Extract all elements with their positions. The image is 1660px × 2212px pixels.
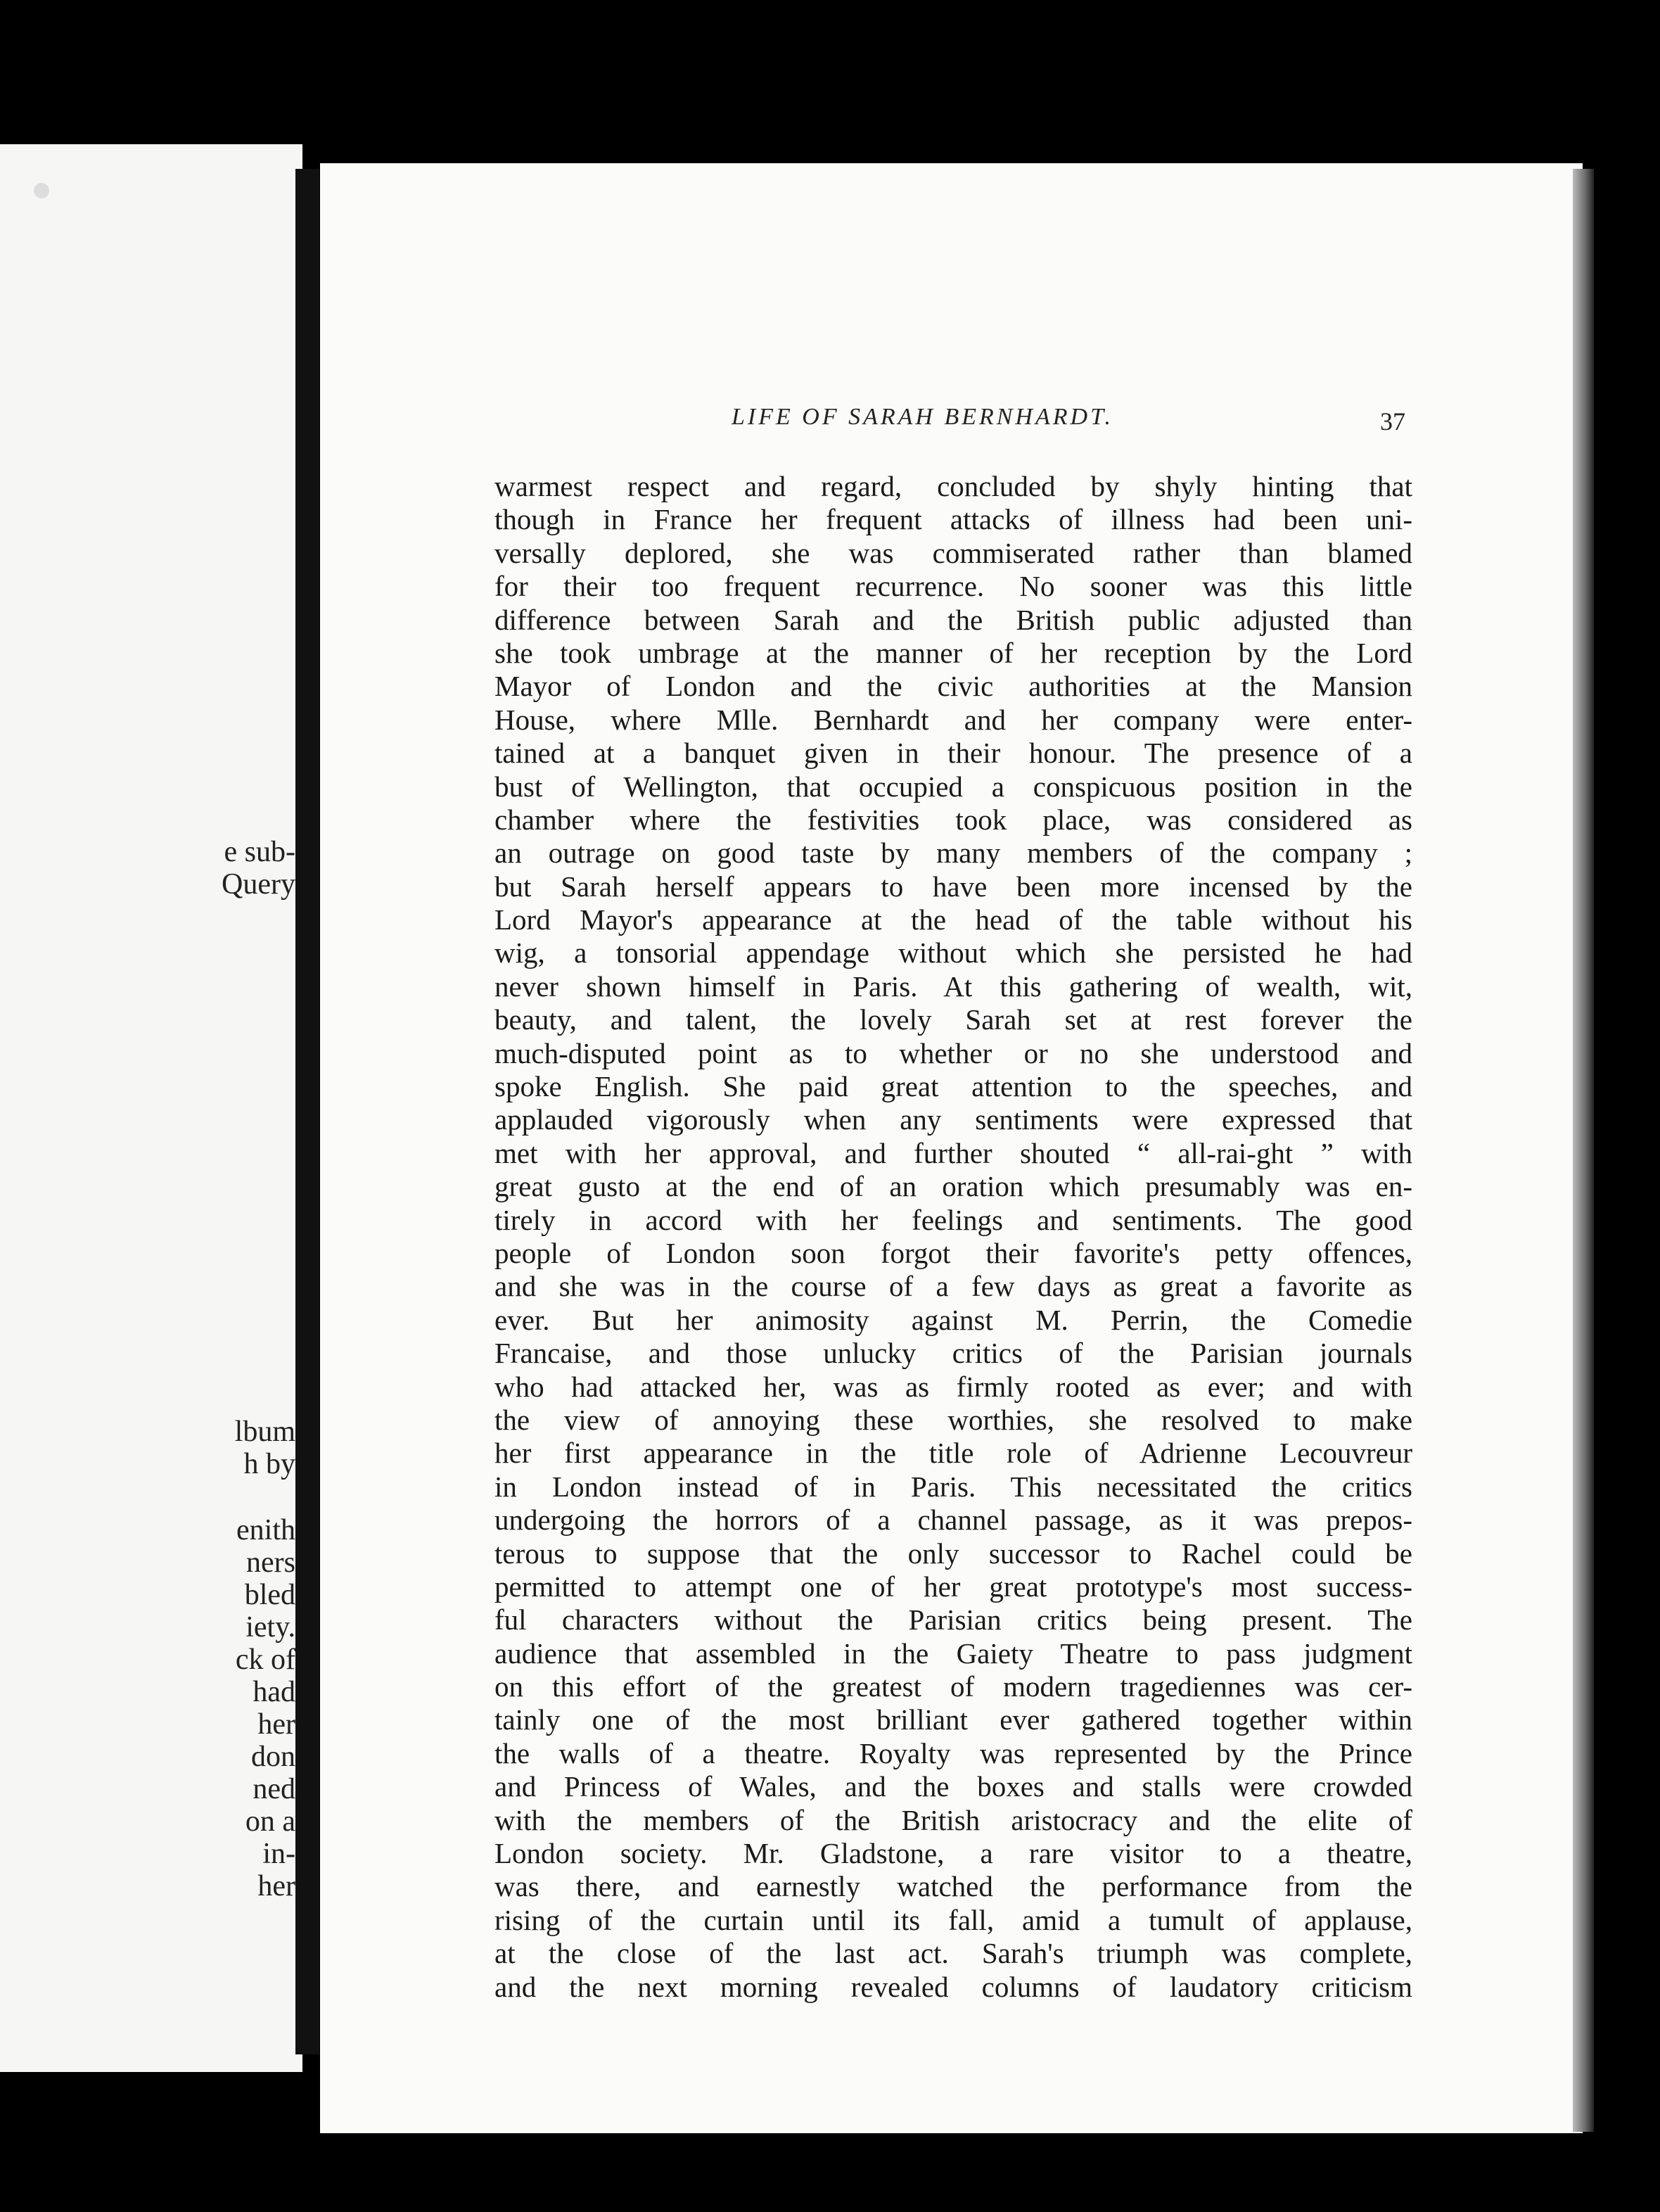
text-line: spoke English. She paid great attention to the speeches, and (494, 1070, 1412, 1103)
text-line: Mayor of London and the civic authorities at the Mansion (494, 670, 1412, 703)
left-page-fragment: bled (244, 1579, 295, 1611)
text-line: beauty, and talent, the lovely Sarah set at rest forever the (494, 1003, 1412, 1036)
text-line: audience that assembled in the Gaiety Theatre to pass judgment (494, 1636, 1412, 1670)
page-edge (1573, 169, 1594, 2132)
left-page-fragment: on a (245, 1805, 295, 1838)
text-line: never shown himself in Paris. At this gathering of wealth, wit, (494, 970, 1412, 1003)
left-page-fragment: don (251, 1741, 295, 1773)
left-page-fragment: ners (246, 1546, 295, 1579)
text-line: tainly one of the most brilliant ever gathered together within (494, 1703, 1412, 1736)
left-page-fragment: ned (253, 1773, 295, 1805)
text-line: Francaise, and those unlucky critics of the Parisian journals (494, 1337, 1412, 1370)
text-line: for their too frequent recurrence. No sooner was this little (494, 570, 1412, 603)
text-line: undergoing the horrors of a channel passage, as it was prepos- (494, 1504, 1412, 1537)
text-line: tirely in accord with her feelings and sentiments. The good (494, 1203, 1412, 1236)
text-line: versally deplored, she was commiserated rather than blamed (494, 536, 1412, 569)
text-line: terous to suppose that the only successor to Rachel could be (494, 1537, 1412, 1570)
text-line: an outrage on good taste by many members of the company ; (494, 837, 1412, 870)
page-number: 37 (1380, 407, 1405, 436)
left-page (0, 144, 302, 2072)
running-head: LIFE OF SARAH BERNHARDT. (732, 404, 1113, 430)
text-line: in London instead of in Paris. This necessitated the critics (494, 1470, 1412, 1503)
left-page-fragment: h by (243, 1448, 295, 1480)
text-line: Lord Mayor's appearance at the head of the table without his (494, 903, 1412, 936)
text-line: much-disputed point as to whether or no she understood and (494, 1036, 1412, 1069)
text-line: though in France her frequent attacks of illness had been uni- (494, 503, 1412, 536)
text-line: bust of Wellington, that occupied a conspicuous position in the (494, 770, 1412, 803)
text-line: ful characters without the Parisian critics being present. The (494, 1603, 1412, 1636)
text-line: met with her approval, and further shouted “ all-rai-ght ” with (494, 1136, 1412, 1169)
text-line: ever. But her animosity against M. Perrin, the Comedie (494, 1303, 1412, 1336)
text-line: her first appearance in the title role of Adrienne Lecouvreur (494, 1437, 1412, 1470)
left-page-fragment: Query (222, 868, 295, 901)
text-line: permitted to attempt one of her great prototype's most success- (494, 1570, 1412, 1603)
left-page-fragment: e sub- (224, 836, 295, 868)
left-page-fragment: her (257, 1708, 295, 1741)
text-line: and Princess of Wales, and the boxes and stalls were crowded (494, 1770, 1412, 1803)
left-page-fragment: iety. (245, 1611, 295, 1644)
text-line: London society. Mr. Gladstone, a rare visitor to a theatre, (494, 1837, 1412, 1870)
body-text (494, 470, 1412, 2004)
text-line: applauded vigorously when any sentiments were expressed that (494, 1103, 1412, 1136)
text-line: tained at a banquet given in their honour. The presence of a (494, 737, 1412, 770)
text-line: with the members of the British aristocracy and the elite of (494, 1803, 1412, 1836)
left-page-fragment: in- (262, 1838, 295, 1870)
text-line: was there, and earnestly watched the performance from the (494, 1870, 1412, 1903)
left-page-fragment: ck of (235, 1644, 295, 1676)
text-line: warmest respect and regard, concluded by shyly hinting that (494, 470, 1412, 502)
text-line: difference between Sarah and the British public adjusted than (494, 603, 1412, 636)
text-line: people of London soon forgot their favorite's petty offences, (494, 1236, 1412, 1269)
text-line: chamber where the festivities took place, was considered as (494, 803, 1412, 836)
text-line: House, where Mlle. Bernhardt and her company were enter- (494, 703, 1412, 736)
text-line: wig, a tonsorial appendage without which she persisted he had (494, 936, 1412, 970)
text-line: and she was in the course of a few days as great a favorite as (494, 1270, 1412, 1303)
text-line: and the next morning revealed columns of laudatory criticism (494, 1970, 1412, 2003)
text-line: at the close of the last act. Sarah's triumph was complete, (494, 1937, 1412, 1970)
paper-speck (34, 183, 49, 198)
left-page-fragment: had (253, 1676, 295, 1708)
left-page-fragment: lbum (234, 1416, 295, 1448)
left-page-fragment: her (257, 1870, 295, 1902)
text-line: the walls of a theatre. Royalty was represented by the Prince (494, 1736, 1412, 1769)
text-line: she took umbrage at the manner of her reception by the Lord (494, 636, 1412, 669)
book-gutter (295, 169, 319, 2054)
text-line: on this effort of the greatest of modern tragediennes was cer- (494, 1670, 1412, 1703)
text-line: the view of annoying these worthies, she resolved to make (494, 1403, 1412, 1436)
text-line: rising of the curtain until its fall, amid a tumult of applause, (494, 1903, 1412, 1936)
text-line: great gusto at the end of an oration which presumably was en- (494, 1170, 1412, 1203)
left-page-fragment: enith (236, 1514, 295, 1546)
text-line: but Sarah herself appears to have been more incensed by the (494, 870, 1412, 903)
text-line: who had attacked her, was as firmly rooted as ever; and with (494, 1370, 1412, 1403)
